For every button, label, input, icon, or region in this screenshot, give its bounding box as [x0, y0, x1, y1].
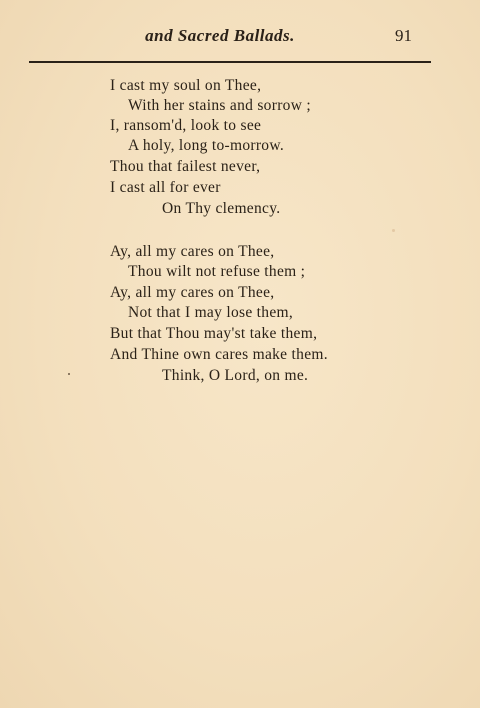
poem-line: On Thy clemency. [162, 200, 281, 217]
paper-speck [68, 373, 70, 375]
paper-speck [392, 229, 395, 232]
running-title: and Sacred Ballads. [145, 26, 295, 45]
poem-line: But that Thou may'st take them, [110, 325, 318, 342]
poem-line: Ay, all my cares on Thee, [110, 243, 275, 260]
poem-line: Thou wilt not refuse them ; [128, 263, 306, 280]
poem-line: A holy, long to-morrow. [128, 137, 285, 154]
header-rule [29, 61, 431, 63]
page-number: 91 [395, 26, 412, 45]
poem-line: I, ransom'd, look to see [110, 117, 262, 134]
poem-line: And Thine own cares make them. [110, 346, 328, 363]
poem-line: I cast all for ever [110, 179, 221, 196]
poem-line: Think, O Lord, on me. [162, 367, 309, 384]
poem-line: Ay, all my cares on Thee, [110, 284, 275, 301]
poem-line: Thou that failest never, [110, 158, 261, 175]
poem-line: I cast my soul on Thee, [110, 77, 262, 94]
poem-line: Not that I may lose them, [128, 304, 294, 321]
poem-line: With her stains and sorrow ; [128, 97, 311, 114]
